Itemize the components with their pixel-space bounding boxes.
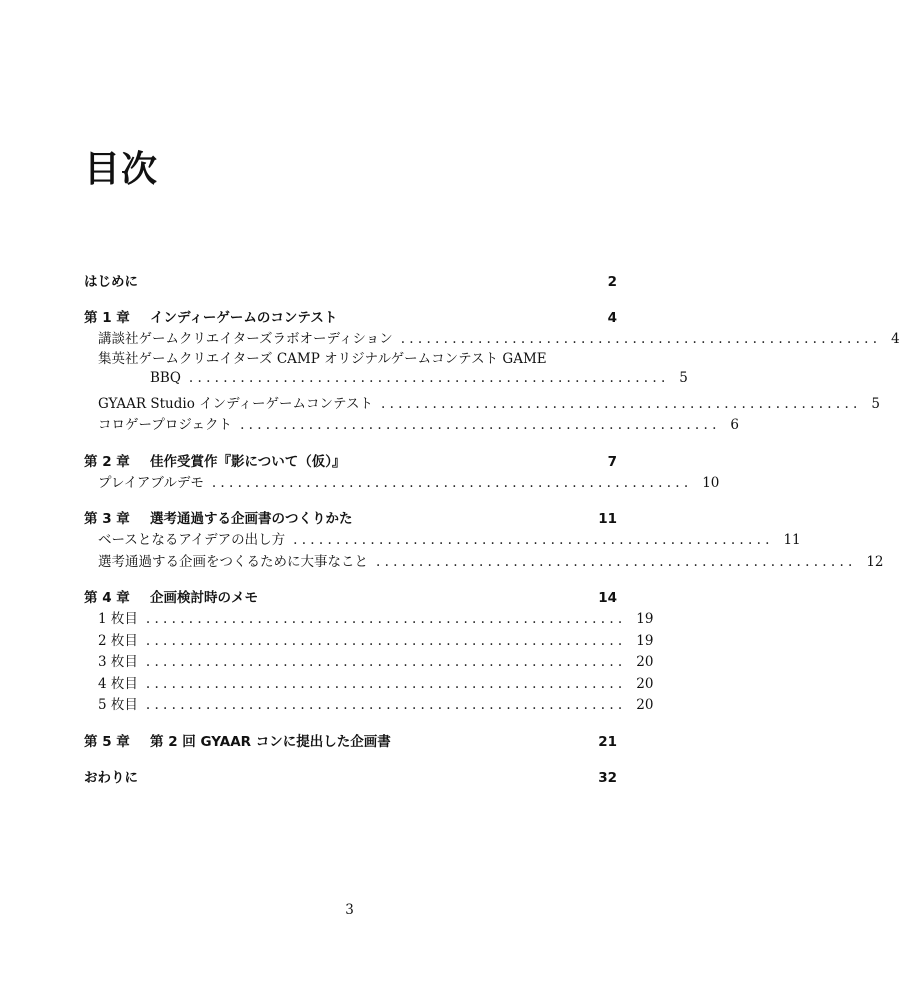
toc-chapter-2	[84, 450, 720, 493]
dot-leader: . . . . . . . . . . . . . . . . . . . . . . . . . . . . . . . . . . . . . . . . . . . . . . . . . . . . . . . .	[381, 395, 858, 412]
chapter-heading[interactable]	[84, 507, 617, 528]
toc-outro	[84, 766, 617, 787]
toc-chapter-5	[84, 730, 617, 751]
section-entry[interactable]	[84, 327, 900, 349]
toc-chapter-3	[84, 507, 884, 571]
section-page: 20	[636, 675, 654, 692]
section-title: 4 枚目	[98, 675, 138, 692]
chapter-title: 佳作受賞作『影について（仮）』	[150, 453, 346, 470]
entry-page: 2	[607, 274, 617, 290]
section-title: 講談社ゲームクリエイターズラボオーディション	[98, 331, 393, 347]
dot-leader: . . . . . . . . . . . . . . . . . . . . . . . . . . . . . . . . . . . . . . . . . . . . . . . . . . . . . . . .	[211, 474, 689, 491]
section-page: 19	[636, 611, 654, 627]
section-entry[interactable]	[84, 650, 654, 672]
entry-title: はじめに	[84, 274, 138, 290]
chapter-heading[interactable]	[84, 586, 617, 607]
toc-entry-intro[interactable]	[84, 270, 617, 291]
toc-intro	[84, 270, 617, 291]
chapter-label: 第 3 章	[84, 511, 130, 527]
section-page: 20	[636, 697, 654, 713]
section-page: 11	[783, 532, 801, 548]
dot-leader: . . . . . . . . . . . . . . . . . . . . . . . . . . . . . . . . . . . . . . . . . . . . . . . . . . . . . . . .	[145, 632, 623, 649]
section-page: 5	[871, 395, 880, 412]
section-page: 12	[866, 553, 884, 570]
section-entry-wrapped[interactable]	[84, 349, 688, 392]
toc-entry-outro[interactable]	[84, 766, 617, 787]
section-title: 集英社ゲームクリエイターズ CAMP オリジナルゲームコンテスト GAME	[98, 350, 547, 367]
toc-chapter-4	[84, 586, 654, 715]
chapter-title: 第 2 回 GYAAR コンに提出した企画書	[150, 733, 391, 750]
section-entry[interactable]	[84, 471, 720, 493]
dot-leader: . . . . . . . . . . . . . . . . . . . . . . . . . . . . . . . . . . . . . . . . . . . . . . . . . . . . . . . .	[400, 331, 878, 347]
section-title: 2 枚目	[98, 632, 138, 649]
chapter-heading[interactable]	[84, 730, 617, 751]
entry-title: おわりに	[84, 769, 138, 786]
section-title-cont: BBQ	[150, 370, 181, 386]
chapter-page: 11	[598, 511, 617, 527]
section-page: 6	[730, 417, 739, 433]
section-page: 4	[891, 331, 900, 347]
section-entry[interactable]	[84, 607, 654, 629]
section-title: プレイアブルデモ	[98, 474, 204, 491]
chapter-heading[interactable]	[84, 306, 617, 327]
toc-title: 目次	[84, 149, 159, 190]
chapter-label: 第 1 章	[84, 310, 130, 326]
entry-page: 32	[598, 769, 617, 786]
section-title: コロゲープロジェクト	[98, 417, 233, 433]
section-entry[interactable]	[84, 550, 884, 572]
table-of-contents	[84, 270, 900, 787]
section-entry[interactable]	[84, 392, 880, 414]
dot-leader: . . . . . . . . . . . . . . . . . . . . . . . . . . . . . . . . . . . . . . . . . . . . . . . . . . . . . . . .	[240, 417, 717, 433]
chapter-title: 選考通過する企画書のつくりかた	[150, 511, 353, 527]
section-entry[interactable]	[84, 629, 654, 651]
section-page: 20	[636, 654, 654, 670]
chapter-label: 第 5 章	[84, 733, 130, 750]
chapter-page: 7	[607, 453, 617, 470]
section-page: 5	[679, 370, 688, 386]
dot-leader: . . . . . . . . . . . . . . . . . . . . . . . . . . . . . . . . . . . . . . . . . . . . . . . . . . . . . . . .	[145, 611, 623, 627]
chapter-title: インディーゲームのコンテスト	[150, 310, 338, 326]
section-page: 10	[702, 474, 720, 491]
chapter-heading[interactable]	[84, 450, 617, 471]
section-title-continuation	[84, 370, 688, 392]
page-number: 3	[345, 902, 354, 918]
chapter-page: 14	[598, 590, 617, 606]
section-entry[interactable]	[84, 693, 654, 715]
section-entry[interactable]	[84, 672, 654, 694]
section-title: 選考通過する企画をつくるために大事なこと	[98, 553, 368, 570]
section-entry[interactable]	[84, 528, 801, 550]
dot-leader: . . . . . . . . . . . . . . . . . . . . . . . . . . . . . . . . . . . . . . . . . . . . . . . . . . . . . . . .	[376, 553, 853, 570]
dot-leader: . . . . . . . . . . . . . . . . . . . . . . . . . . . . . . . . . . . . . . . . . . . . . . . . . . . . . . . .	[145, 654, 623, 670]
section-title: GYAAR Studio インディーゲームコンテスト	[98, 395, 373, 412]
dot-leader: . . . . . . . . . . . . . . . . . . . . . . . . . . . . . . . . . . . . . . . . . . . . . . . . . . . . . . . .	[145, 697, 623, 713]
section-title: 5 枚目	[98, 697, 138, 713]
section-entry[interactable]	[84, 413, 739, 435]
section-title: 3 枚目	[98, 654, 138, 670]
dot-leader: . . . . . . . . . . . . . . . . . . . . . . . . . . . . . . . . . . . . . . . . . . . . . . . . . . . . . . . .	[293, 532, 770, 548]
toc-chapter-1	[84, 306, 900, 435]
section-page: 19	[636, 632, 654, 649]
chapter-label: 第 4 章	[84, 590, 130, 606]
chapter-label: 第 2 章	[84, 453, 130, 470]
section-title: ベースとなるアイデアの出し方	[98, 532, 286, 548]
dot-leader: . . . . . . . . . . . . . . . . . . . . . . . . . . . . . . . . . . . . . . . . . . . . . . . . . . . . . . . .	[145, 675, 623, 692]
chapter-title: 企画検討時のメモ	[150, 590, 258, 606]
chapter-page: 21	[598, 733, 617, 750]
chapter-page: 4	[607, 310, 617, 326]
dot-leader: . . . . . . . . . . . . . . . . . . . . . . . . . . . . . . . . . . . . . . . . . . . . . . . . . . . . . . . .	[188, 370, 666, 386]
section-title: 1 枚目	[98, 611, 138, 627]
